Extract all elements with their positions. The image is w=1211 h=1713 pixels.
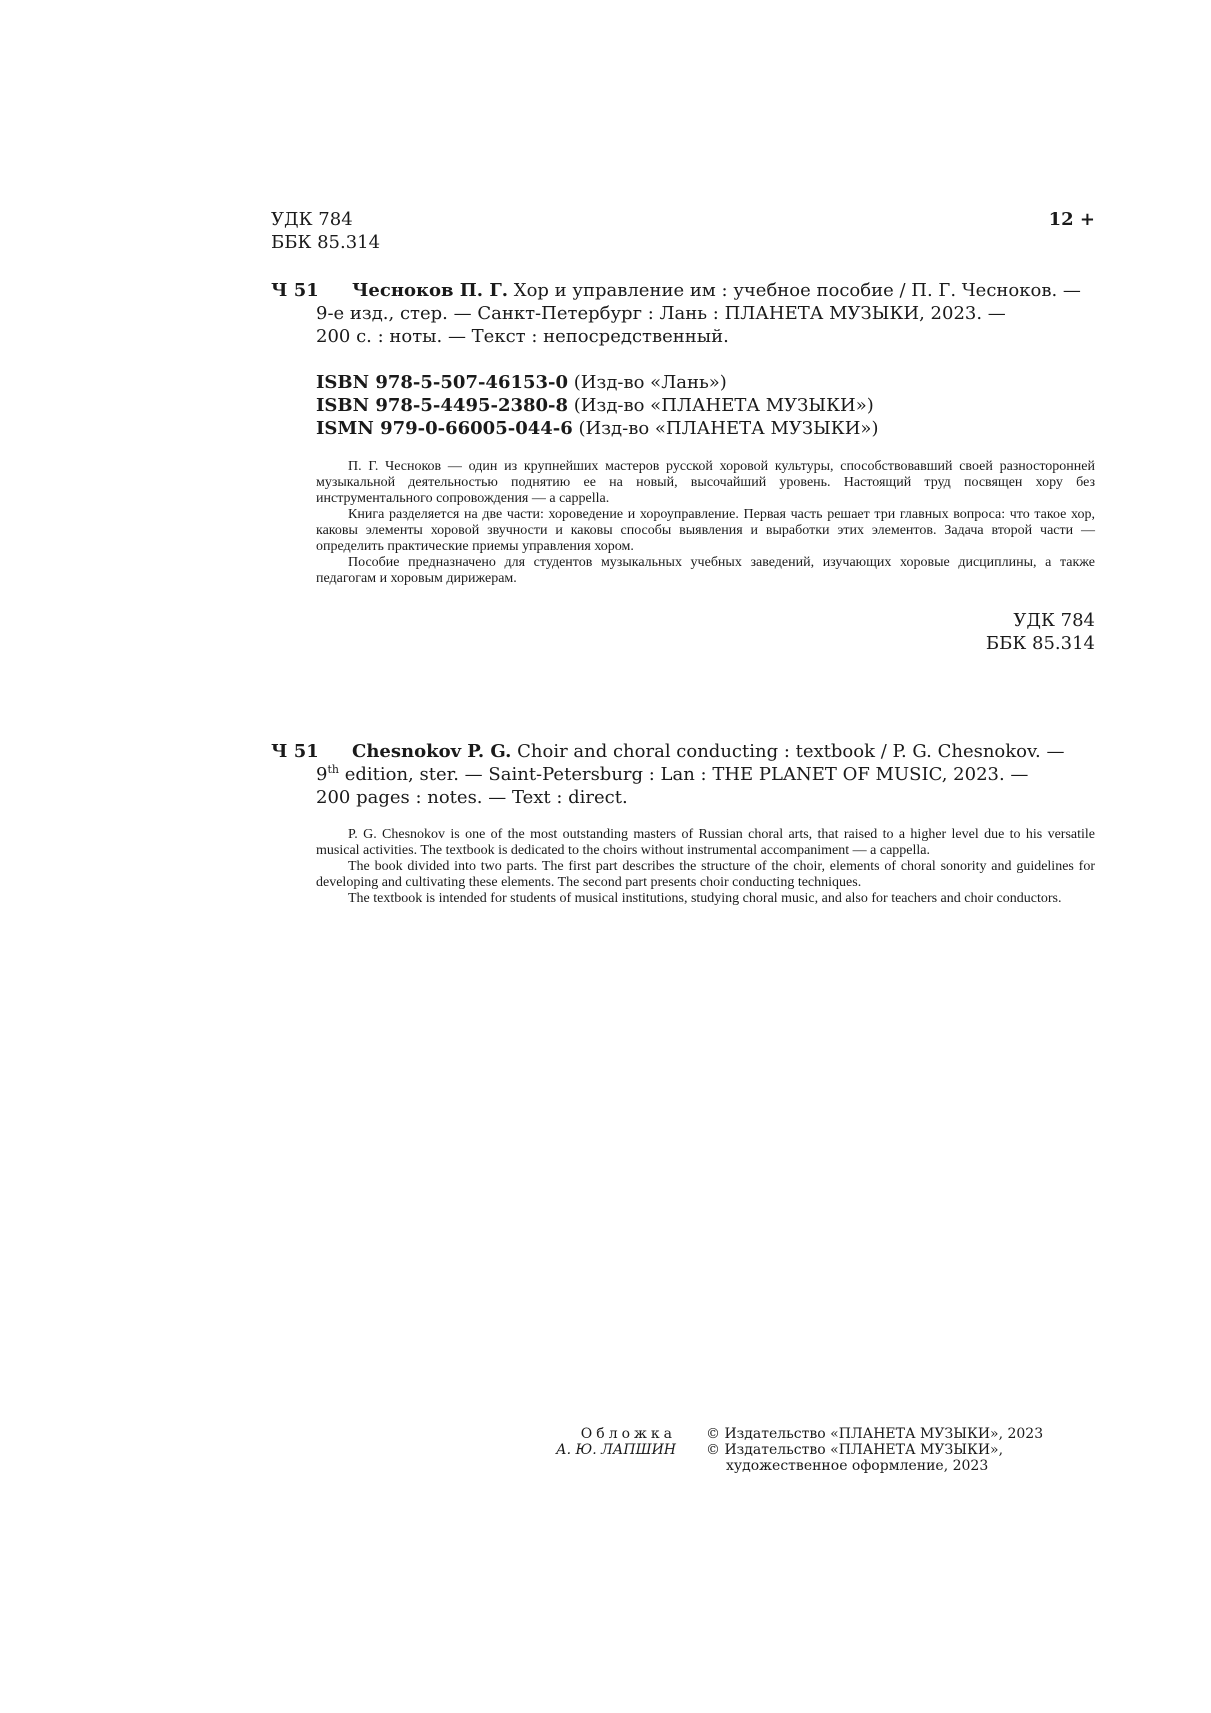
en-title: Choir and choral conducting : textbook / P. G. Chesnokov. — xyxy=(511,741,1065,762)
isbn-2: ISBN 978-5-4495-2380-8 xyxy=(316,395,569,416)
ru-record-body xyxy=(352,279,1095,302)
en-edition-line: 9th edition, ster. — Saint-Petersburg : Lan : THE PLANET OF MUSIC, 2023. — xyxy=(316,763,1029,785)
ru-extent-line: 200 с. : ноты. — Текст : непосредственный. xyxy=(316,326,729,347)
en-author: Chesnokov P. G. xyxy=(352,741,512,762)
ru-edition-line: 9-е изд., стер. — Санкт-Петербург : Лань : ПЛАНЕТА МУЗЫКИ, 2023. — xyxy=(316,303,1006,324)
age-rating: 12 + xyxy=(1048,209,1095,230)
udk-code-bottom: УДК 784 xyxy=(1013,610,1095,631)
en-abstract xyxy=(316,827,1095,907)
cover-label: Обложка xyxy=(580,1426,676,1442)
ru-record-code: Ч 51 xyxy=(271,280,319,301)
isbn-2-publisher: (Изд-во «ПЛАНЕТА МУЗЫКИ») xyxy=(568,395,874,416)
isbn-1: ISBN 978-5-507-46153-0 xyxy=(316,372,569,393)
copyright-block xyxy=(706,1426,1043,1474)
copyright-line-3: художественное оформление, 2023 xyxy=(726,1458,989,1474)
en-record-cont xyxy=(316,763,1095,809)
ismn: ISMN 979-0-66005-044-6 xyxy=(316,418,573,439)
en-abstract-para: P. G. Chesnokov is one of the most outstanding masters of Russian choral arts, that raised to a higher level due to his versatile musical activities. The textbook is dedicated to the choirs without instrumental accompaniment — a cappella. xyxy=(316,827,1095,858)
ru-abstract-para: Пособие предназначено для студентов музыкальных учебных заведений, изучающих хоровые дисциплины, а также педагогам и хоровым дирижерам. xyxy=(316,555,1095,586)
cover-credit xyxy=(520,1426,676,1458)
ru-title: Хор и управление им : учебное пособие / П. Г. Чесноков. — xyxy=(508,280,1081,301)
udk-code-top: УДК 784 xyxy=(271,209,353,230)
en-record-code: Ч 51 xyxy=(271,741,319,762)
en-abstract-para: The book divided into two parts. The first part describes the structure of the choir, elements of choral sonority and guidelines for developing and cultivating these elements. The second part presents choir conducting techniques. xyxy=(316,859,1095,890)
ru-abstract xyxy=(316,459,1095,587)
ru-isbn-block xyxy=(316,371,878,440)
cover-artist: А. Ю. ЛАПШИН xyxy=(556,1442,676,1458)
en-extent-line: 200 pages : notes. — Text : direct. xyxy=(316,787,628,808)
bbk-code-bottom: ББК 85.314 xyxy=(985,633,1095,654)
ru-record-cont xyxy=(316,302,1095,348)
isbn-1-publisher: (Изд-во «Лань») xyxy=(568,372,727,393)
copyright-line-2: © Издательство «ПЛАНЕТА МУЗЫКИ», xyxy=(706,1442,1004,1458)
ru-abstract-para: П. Г. Чесноков — один из крупнейших мастеров русской хоровой культуры, способствовавший своей разносторонней музыкальной деятельностью поднятию ее на новый, высочайший уровень. Настоящий труд посвящен хору без инструментального сопровождения — a cappella. xyxy=(316,459,1095,506)
copyright-line-1: © Издательство «ПЛАНЕТА МУЗЫКИ», 2023 xyxy=(706,1426,1044,1442)
bbk-code-top: ББК 85.314 xyxy=(271,232,381,253)
ismn-publisher: (Изд-во «ПЛАНЕТА МУЗЫКИ») xyxy=(572,418,879,439)
ru-abstract-para: Книга разделяется на две части: хороведение и хороуправление. Первая часть решает три главных вопроса: что такое хор, каковы элементы хоровой звучности и каковы способы выявления и выработки этих элементов. Задача второй части — определить практические приемы управления хором. xyxy=(316,507,1095,554)
en-abstract-para: The textbook is intended for students of musical institutions, studying choral music, and also for teachers and choir conductors. xyxy=(348,891,1062,906)
en-record-body xyxy=(352,740,1095,763)
ru-author: Чесноков П. Г. xyxy=(352,280,509,301)
